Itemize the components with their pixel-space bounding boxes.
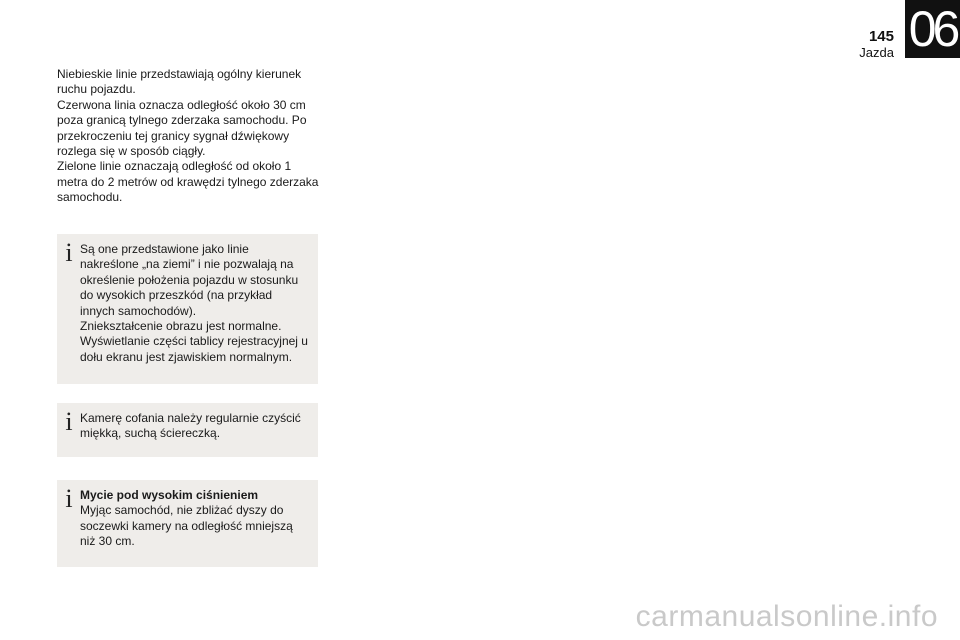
info-box-cleaning bbox=[57, 403, 318, 457]
info-box-lines bbox=[57, 234, 318, 384]
main-text bbox=[57, 67, 322, 206]
info-title: Mycie pod wysokim ciśnieniem bbox=[80, 488, 259, 502]
section-label: Jazda bbox=[859, 45, 894, 60]
chapter-number: 06 bbox=[908, 1, 957, 57]
page-number: 145 bbox=[868, 28, 894, 45]
info-icon: i bbox=[65, 484, 73, 513]
info-text: Są one przedstawione jako linie nakreślone „na ziemi” i nie pozwalają na określenie położenia pojazdu w stosunku do wysokich przeszkód (na przykład innych samochodów). bbox=[80, 242, 299, 318]
paragraph-green-lines: Zielone linie oznaczają odległość od około 1 metra do 2 metrów od krawędzi tylnego zderzaka samochodu. bbox=[57, 159, 319, 205]
paragraph-red-line: Czerwona linia oznacza odległość około 30 cm poza granicą tylnego zderzaka samochodu. Po przekroczeniu tej granicy sygnał dźwiękowy rozlega się w sposób ciągły. bbox=[57, 97, 307, 159]
watermark: carmanualsonline.info bbox=[635, 600, 938, 633]
chapter-tab bbox=[905, 0, 960, 58]
info-text: Zniekształcenie obrazu jest normalne. bbox=[80, 319, 282, 334]
info-text: Kamerę cofania należy regularnie czyścić miękką, suchą ściereczką. bbox=[80, 411, 301, 441]
info-text: Myjąc samochód, nie zbliżać dyszy do soczewki kamery na odległość mniejszą niż 30 cm. bbox=[80, 503, 293, 549]
paragraph-blue-lines: Niebieskie linie przedstawiają ogólny kierunek ruchu pojazdu. bbox=[57, 67, 302, 97]
info-icon: i bbox=[65, 238, 73, 267]
info-text: Wyświetlanie części tablicy rejestracyjnej u dołu ekranu jest zjawiskiem normalnym. bbox=[80, 334, 308, 364]
info-box-pressure-washing bbox=[57, 480, 318, 567]
info-icon: i bbox=[65, 407, 73, 436]
